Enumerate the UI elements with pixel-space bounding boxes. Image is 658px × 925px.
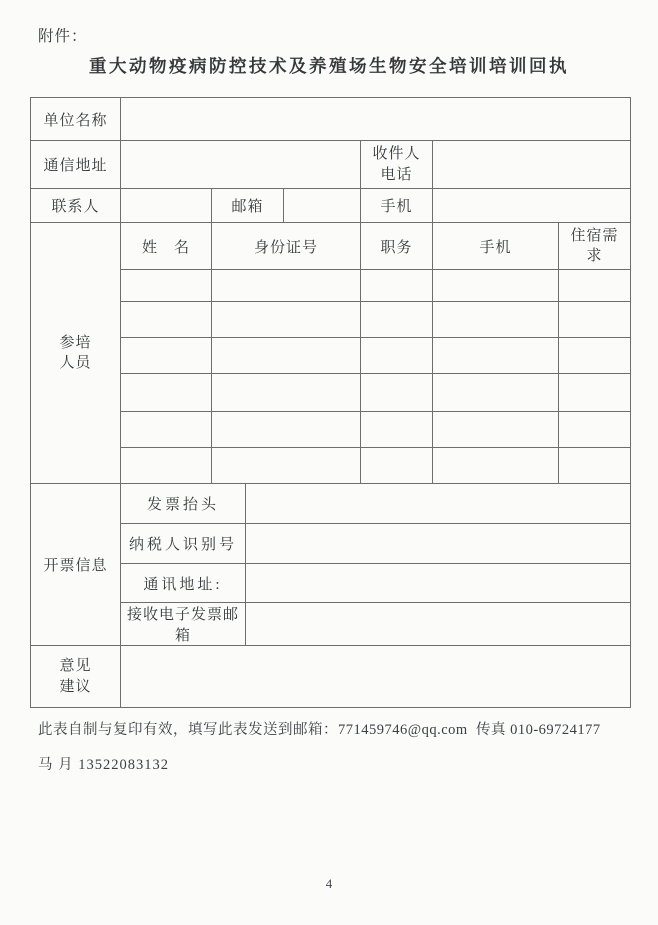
email-label: 邮箱 (212, 189, 284, 223)
training-receipt-form (30, 97, 631, 708)
invoice-email-label: 接收电子发票邮箱 (121, 603, 246, 646)
recipient-phone-label-line2: 电话 (380, 166, 413, 183)
recipient-phone-label-line1: 收件人 (372, 146, 421, 163)
participant-name-cell (121, 448, 212, 484)
comments-section-label-line2: 建议 (59, 678, 92, 695)
participant-id-cell (212, 374, 361, 412)
invoice-address-label: 通讯地址: (121, 564, 246, 603)
participant-position-cell (361, 338, 433, 374)
invoice-taxid-row (31, 524, 631, 564)
participant-position-cell (361, 374, 433, 412)
participant-name-cell (121, 338, 212, 374)
comments-section-label-line1: 意见 (59, 658, 92, 675)
contact-person-label: 联系人 (31, 189, 121, 223)
unit-name-label: 单位名称 (31, 98, 121, 141)
mobile-label: 手机 (361, 189, 433, 223)
participant-empty-row (31, 412, 631, 448)
footer-contact: 马 月 13522083132 (38, 757, 169, 773)
comments-field (121, 646, 631, 708)
comments-section-label (31, 646, 121, 708)
participant-empty-row (31, 448, 631, 484)
participant-position-cell (361, 270, 433, 302)
attachment-label: 附件： (38, 28, 88, 45)
invoice-title-label: 发票抬头 (121, 484, 246, 524)
invoice-title-field (246, 484, 631, 524)
mailing-address-row (31, 141, 631, 189)
participant-id-cell (212, 412, 361, 448)
participant-position-cell (361, 412, 433, 448)
participant-position-cell (361, 448, 433, 484)
participants-header-row (31, 223, 631, 270)
email-field (284, 189, 361, 223)
participant-name-cell (121, 270, 212, 302)
contact-person-field (121, 189, 212, 223)
recipient-phone-label (361, 141, 433, 189)
participant-position-header: 职务 (361, 223, 433, 270)
participant-empty-row (31, 338, 631, 374)
participant-lodging-header-line2: 求 (586, 248, 603, 264)
invoice-section-label: 开票信息 (31, 484, 121, 646)
recipient-phone-field (433, 141, 631, 189)
participant-mobile-cell (433, 302, 559, 338)
participant-name-cell (121, 374, 212, 412)
participant-mobile-cell (433, 448, 559, 484)
participant-empty-row (31, 302, 631, 338)
unit-name-field (121, 98, 631, 141)
mobile-field (433, 189, 631, 223)
mailing-address-field (121, 141, 361, 189)
participant-mobile-cell (433, 374, 559, 412)
participant-mobile-header: 手机 (433, 223, 559, 270)
invoice-taxid-field (246, 524, 631, 564)
participant-lodging-header (559, 223, 631, 270)
participant-empty-row (31, 374, 631, 412)
page-title: 重大动物疫病防控技术及养殖场生物安全培训培训回执 (89, 56, 569, 76)
participant-lodging-cell (559, 448, 631, 484)
participant-id-cell (212, 270, 361, 302)
invoice-address-field (246, 564, 631, 603)
mailing-address-label: 通信地址 (31, 141, 121, 189)
invoice-address-row (31, 564, 631, 603)
participant-lodging-cell (559, 374, 631, 412)
participant-mobile-cell (433, 338, 559, 374)
participant-mobile-cell (433, 412, 559, 448)
participant-name-header: 姓 名 (121, 223, 212, 270)
unit-name-row (31, 98, 631, 141)
participant-name-cell (121, 302, 212, 338)
participant-id-header: 身份证号 (212, 223, 361, 270)
footer-note: 此表自制与复印有效，填写此表发送到邮箱：771459746@qq.com 传真 010-69724177 (38, 722, 601, 738)
invoice-email-row (31, 603, 631, 646)
participant-empty-row (31, 270, 631, 302)
participant-mobile-cell (433, 270, 559, 302)
participant-name-cell (121, 412, 212, 448)
participant-id-cell (212, 338, 361, 374)
participants-section-label-line2: 人员 (59, 355, 92, 371)
invoice-email-field (246, 603, 631, 646)
participant-lodging-cell (559, 302, 631, 338)
participant-lodging-cell (559, 412, 631, 448)
participants-section-label-line1: 参培 (59, 334, 92, 351)
comments-row (31, 646, 631, 708)
participant-id-cell (212, 448, 361, 484)
contact-row (31, 189, 631, 223)
page-number: 4 (325, 876, 333, 891)
invoice-title-row (31, 484, 631, 524)
participants-section-label (31, 223, 121, 484)
participant-lodging-header-line1: 住宿需 (570, 227, 619, 244)
participant-lodging-cell (559, 270, 631, 302)
participant-lodging-cell (559, 338, 631, 374)
invoice-taxid-label: 纳税人识别号 (121, 524, 246, 564)
participant-id-cell (212, 302, 361, 338)
participant-position-cell (361, 302, 433, 338)
